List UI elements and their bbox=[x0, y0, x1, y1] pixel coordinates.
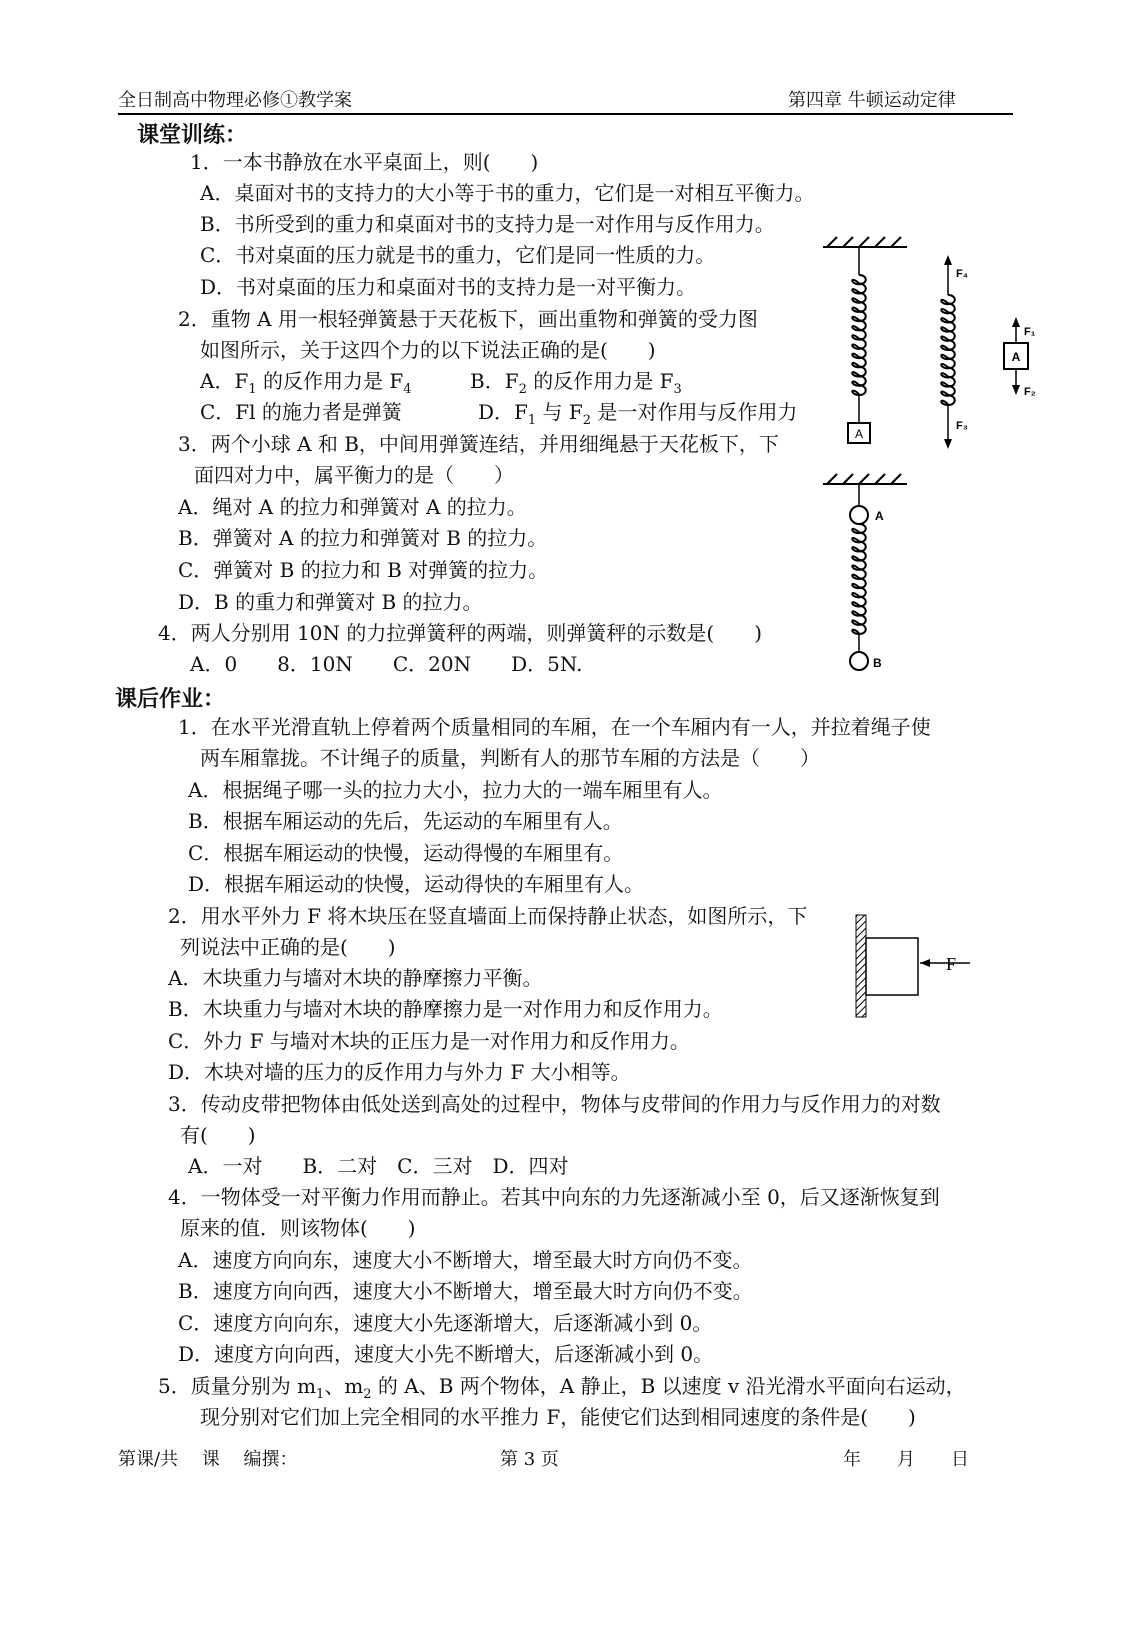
q2-stem-line2: 如图所示，关于这四个力的以下说法正确的是( ) bbox=[200, 338, 656, 362]
spring-force-figure bbox=[930, 255, 980, 455]
f3-label: F₃ bbox=[956, 420, 968, 432]
q4-options: A．0 8．10N C．20N D．5N. bbox=[190, 652, 583, 676]
f4-label: F₄ bbox=[956, 268, 968, 280]
spring-block-figure bbox=[815, 235, 915, 450]
q3-option-c: C．弹簧对 B 的拉力和 B 对弹簧的拉力。 bbox=[178, 558, 549, 582]
section-title-homework: 课后作业： bbox=[115, 686, 226, 712]
header-left: 全日制高中物理必修①教学案 bbox=[118, 90, 352, 111]
hw2-option-a: A．木块重力与墙对木块的静摩擦力平衡。 bbox=[168, 966, 543, 990]
hw4-stem-line2: 原来的值．则该物体( ) bbox=[180, 1216, 416, 1240]
section-title-classroom: 课堂训练： bbox=[137, 122, 248, 148]
hw2-option-b: B．木块重力与墙对木块的静摩擦力是一对作用力和反作用力。 bbox=[168, 997, 723, 1021]
q3-stem-line2: 面四对力中，属平衡力的是（ ） bbox=[194, 463, 514, 487]
hw2-option-c: C．外力 F 与墙对木块的正压力是一对作用力和反作用力。 bbox=[168, 1029, 690, 1053]
ball-b-label: B bbox=[873, 656, 882, 670]
hw1-option-c: C．根据车厢运动的快慢，运动得慢的车厢里有。 bbox=[188, 841, 624, 865]
q2-stem-line1: 2．重物 A 用一根轻弹簧悬于天花板下，画出重物和弹簧的受力图 bbox=[178, 307, 758, 331]
q2-option-a: A．$F_1$ 的反作用力是 $F_4$ bbox=[200, 369, 412, 397]
q3-option-a: A．绳对 A 的拉力和弹簧对 A 的拉力。 bbox=[178, 495, 527, 519]
q1-option-c: C．书对桌面的压力就是书的重力，它们是同一性质的力。 bbox=[200, 243, 716, 267]
hw1-option-d: D．根据车厢运动的快慢，运动得快的车厢里有人。 bbox=[188, 872, 645, 896]
wall-block-figure bbox=[852, 913, 977, 1021]
two-balls-figure bbox=[815, 470, 915, 680]
q2-option-c: C．Fl 的施力者是弹簧 bbox=[200, 400, 402, 424]
q2-option-d: D．$F_1$ 与 $F_2$ 是一对作用与反作用力 bbox=[478, 400, 798, 428]
hw2-stem-line2: 列说法中正确的是( ) bbox=[180, 935, 396, 959]
q3-option-d: D．B 的重力和弹簧对 B 的拉力。 bbox=[178, 590, 483, 614]
hw3-stem-line2: 有( ) bbox=[180, 1123, 256, 1147]
hw1-option-a: A．根据绳子哪一头的拉力大小，拉力大的一端车厢里有人。 bbox=[188, 778, 723, 802]
f2-label: F₂ bbox=[1024, 386, 1036, 398]
q4-stem: 4．两人分别用 10N 的力拉弹簧秤的两端，则弹簧秤的示数是( ) bbox=[158, 621, 762, 645]
footer-page-number: 第 3 页 bbox=[500, 1449, 559, 1470]
q1-option-b: B．书所受到的重力和桌面对书的支持力是一对作用与反作用力。 bbox=[200, 212, 775, 236]
block-label: A bbox=[854, 427, 864, 441]
q1-stem: 1．一本书静放在水平桌面上，则( ) bbox=[190, 150, 539, 174]
header-rule bbox=[118, 113, 1013, 115]
block-force-figure bbox=[998, 315, 1048, 400]
footer-date: 年 月 日 bbox=[843, 1449, 969, 1470]
hw4-stem-line1: 4．一物体受一对平衡力作用而静止。若其中向东的力先逐渐减小至 0，后又逐渐恢复到 bbox=[168, 1185, 940, 1209]
force-f-label: F bbox=[946, 954, 957, 974]
header-right: 第四章 牛顿运动定律 bbox=[788, 90, 956, 111]
footer-left: 第课/共 课 编撰： bbox=[118, 1449, 298, 1470]
hw3-options: A．一对 B．二对 C．三对 D．四对 bbox=[188, 1154, 569, 1178]
block-a-label: A bbox=[1011, 350, 1021, 364]
hw4-option-b: B．速度方向向西，速度大小不断增大，增至最大时方向仍不变。 bbox=[178, 1279, 753, 1303]
hw1-stem-line2: 两车厢靠拢。不计绳子的质量，判断有人的那节车厢的方法是（ ） bbox=[200, 746, 820, 770]
hw3-stem-line1: 3．传动皮带把物体由低处送到高处的过程中，物体与皮带间的作用力与反作用力的对数 bbox=[168, 1092, 941, 1116]
q3-option-b: B．弹簧对 A 的拉力和弹簧对 B 的拉力。 bbox=[178, 526, 548, 550]
hw4-option-a: A．速度方向向东，速度大小不断增大，增至最大时方向仍不变。 bbox=[178, 1248, 753, 1272]
hw1-stem-line1: 1．在水平光滑直轨上停着两个质量相同的车厢，在一个车厢内有一人，并拉着绳子使 bbox=[178, 715, 931, 739]
hw4-option-c: C．速度方向向东，速度大小先逐渐增大，后逐渐减小到 0。 bbox=[178, 1311, 713, 1335]
hw5-stem-line2: 现分别对它们加上完全相同的水平推力 F，能使它们达到相同速度的条件是( ) bbox=[200, 1405, 916, 1429]
q1-option-d: D．书对桌面的压力和桌面对书的支持力是一对平衡力。 bbox=[200, 275, 697, 299]
hw4-option-d: D．速度方向向西，速度大小先不断增大，后逐渐减小到 0。 bbox=[178, 1342, 714, 1366]
ball-a-label: A bbox=[875, 509, 884, 523]
hw2-option-d: D．木块对墙的压力的反作用力与外力 F 大小相等。 bbox=[168, 1060, 631, 1084]
hw5-stem-line1: 5．质量分别为 $m_1$、$m_2$ 的 A、B 两个物体，A 静止，B 以速度 v 沿光滑水平面向右运动， bbox=[158, 1374, 966, 1402]
f1-label: F₁ bbox=[1024, 326, 1036, 338]
q1-option-a: A．桌面对书的支持力的大小等于书的重力，它们是一对相互平衡力。 bbox=[200, 181, 815, 205]
q2-option-b: B．$F_2$ 的反作用力是 $F_3$ bbox=[470, 369, 682, 397]
hw1-option-b: B．根据车厢运动的先后，先运动的车厢里有人。 bbox=[188, 809, 623, 833]
hw2-stem-line1: 2．用水平外力 F 将木块压在竖直墙面上而保持静止状态，如图所示，下 bbox=[168, 904, 808, 928]
q3-stem-line1: 3．两个小球 A 和 B，中间用弹簧连结，并用细绳悬于天花板下，下 bbox=[178, 432, 779, 456]
